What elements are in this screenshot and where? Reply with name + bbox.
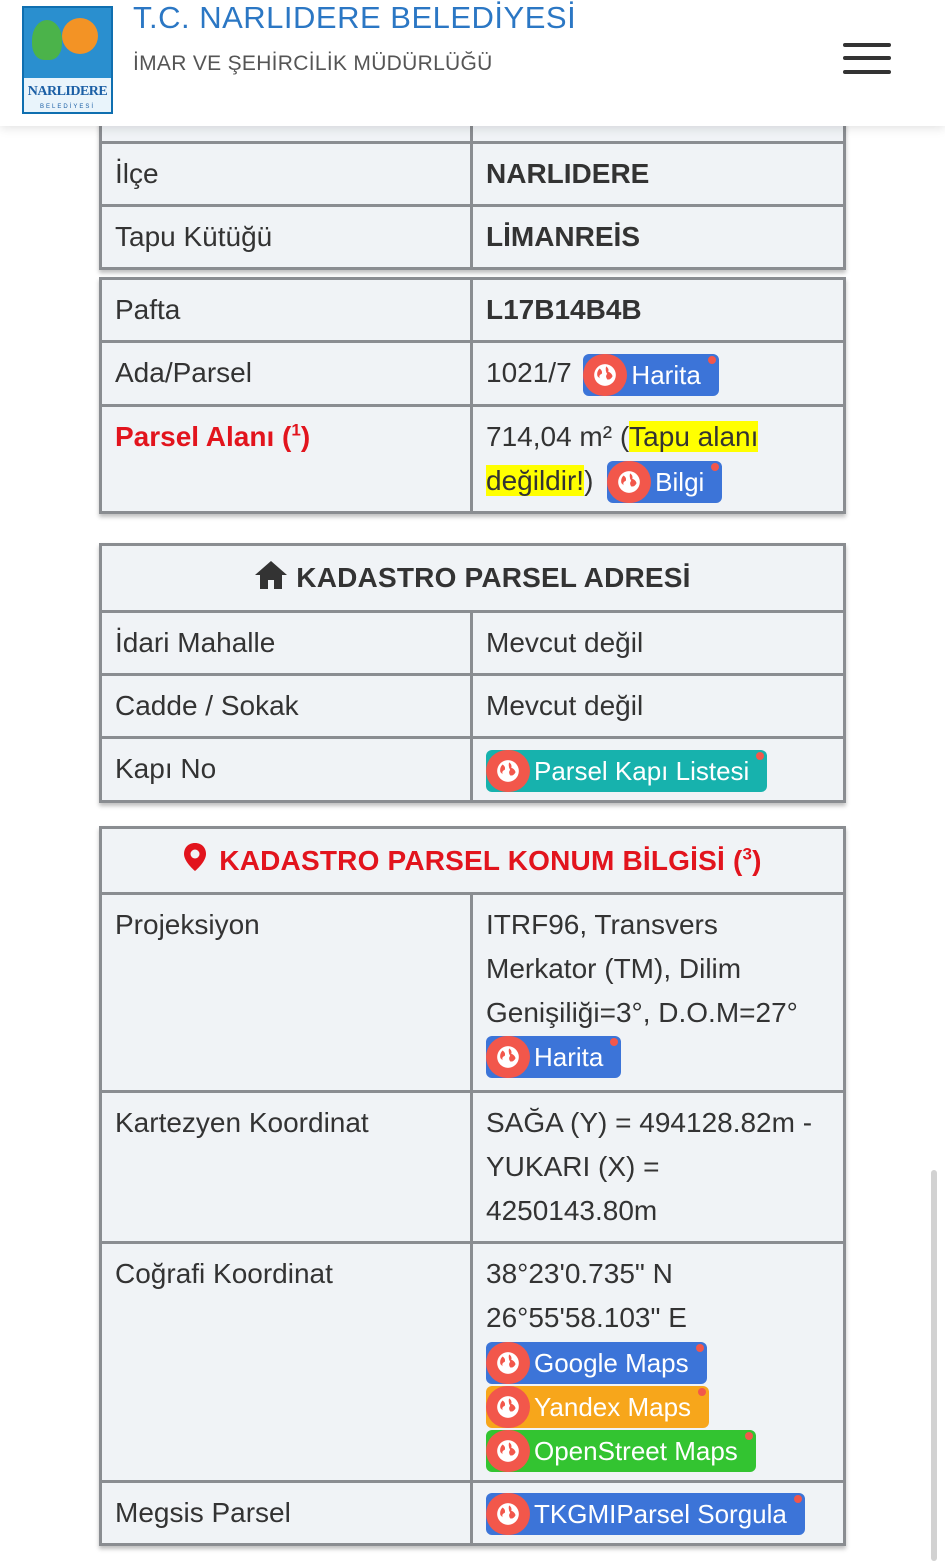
table-row-ada <box>101 342 845 406</box>
projeksiyon-harita-label: Harita <box>534 1041 604 1072</box>
location-info-table <box>99 826 846 1546</box>
globe-icon <box>486 1493 530 1535</box>
alan-value: 714,04 m² ( <box>486 420 630 452</box>
parcel-table <box>99 277 846 514</box>
table-row-mahalle <box>101 612 845 675</box>
tapu-value: LİMANREİS <box>472 206 845 269</box>
tkgm-parsel-sorgula-button[interactable] <box>486 1493 805 1535</box>
org-subtitle: İMAR VE ŞEHİRCİLİK MÜDÜRLÜĞÜ <box>133 52 493 75</box>
ada-harita-label: Harita <box>631 359 701 390</box>
google-maps-button[interactable] <box>486 1342 707 1384</box>
table-row-kapi <box>101 738 845 802</box>
logo-text: NARLIDERE <box>27 84 108 99</box>
mahalle-value: Mevcut değil <box>472 612 845 675</box>
alan-bilgi-button[interactable] <box>607 461 722 503</box>
alan-warning: Tapu alanı değildir! <box>486 420 759 496</box>
org-title[interactable]: T.C. NARLIDERE BELEDİYESİ <box>133 0 577 35</box>
address-table <box>99 543 846 803</box>
location-table <box>99 110 846 270</box>
logo-tree-shape <box>32 20 62 60</box>
cadde-label: Cadde / Sokak <box>101 675 472 738</box>
openstreet-maps-label: OpenStreet Maps <box>534 1436 738 1467</box>
table-row-tapu <box>101 206 845 269</box>
ilce-value: NARLIDERE <box>472 143 845 206</box>
ilce-label: İlçe <box>101 143 472 206</box>
kapi-label: Kapı No <box>101 738 472 802</box>
municipality-logo[interactable] <box>22 6 113 114</box>
parsel-kapi-listesi-button[interactable] <box>486 750 767 792</box>
projeksiyon-label: Projeksiyon <box>101 894 472 1092</box>
table-row-cadde <box>101 675 845 738</box>
scrollbar[interactable] <box>931 1170 937 1561</box>
table-row-pafta <box>101 279 845 342</box>
projeksiyon-harita-button[interactable] <box>486 1036 621 1078</box>
yandex-maps-label: Yandex Maps <box>534 1392 692 1423</box>
konum-title: KADASTRO PARSEL KONUM BİLGİSİ ($^3$) <box>219 844 762 876</box>
table-row-megsis <box>101 1481 845 1545</box>
globe-icon <box>486 1386 530 1428</box>
table-row-cografi <box>101 1242 845 1481</box>
alan-bilgi-label: Bilgi <box>655 467 705 498</box>
tkgm-parsel-sorgula-label: TKGMIParsel Sorgula <box>534 1499 787 1530</box>
home-icon <box>254 559 288 603</box>
yandex-maps-button[interactable] <box>486 1386 709 1428</box>
globe-icon <box>486 1342 530 1384</box>
globe-icon <box>486 1036 530 1078</box>
table-row-kartezyen <box>101 1091 845 1242</box>
globe-icon <box>607 461 651 503</box>
globe-icon <box>583 354 627 396</box>
konum-header-row <box>101 828 845 894</box>
ada-label: Ada/Parsel <box>101 342 472 406</box>
tapu-label: Tapu Kütüğü <box>101 206 472 269</box>
table-row-projeksiyon <box>101 894 845 1092</box>
kartezyen-label: Kartezyen Koordinat <box>101 1091 472 1242</box>
logo-subtext: BELEDİYESİ <box>39 104 95 110</box>
ada-value: 1021/7 <box>486 357 572 388</box>
map-pin-icon <box>183 841 207 885</box>
address-title: KADASTRO PARSEL ADRESİ <box>296 562 691 593</box>
kartezyen-value: SAĞA (Y) = 494128.82m - YUKARI (X) = 4250143.80m <box>472 1091 845 1242</box>
pafta-label: Pafta <box>101 279 472 342</box>
logo-sun-shape <box>62 18 98 54</box>
pafta-value: L17B14B4B <box>472 279 845 342</box>
megsis-label: Megsis Parsel <box>101 1481 472 1545</box>
parsel-kapi-listesi-label: Parsel Kapı Listesi <box>534 755 750 786</box>
table-row-alan: Parsel Alanı ($^1$) 714,04 m² (Tapu alanı değildir!) Bilgi <box>101 405 845 513</box>
cadde-value: Mevcut değil <box>472 675 845 738</box>
projeksiyon-value: ITRF96, Transvers Merkator (TM), Dilim Genişiliği=3°, D.O.M=27° <box>486 909 798 1028</box>
table-row-ilce <box>101 143 845 206</box>
address-header-row <box>101 545 845 612</box>
cografi-lon: 26°55'58.103" E <box>486 1301 687 1333</box>
mahalle-label: İdari Mahalle <box>101 612 472 675</box>
cografi-label: Coğrafi Koordinat <box>101 1242 472 1481</box>
globe-icon <box>486 750 530 792</box>
google-maps-label: Google Maps <box>534 1348 689 1379</box>
hamburger-menu-icon[interactable] <box>843 42 893 78</box>
openstreet-maps-button[interactable] <box>486 1430 756 1472</box>
ada-harita-button[interactable] <box>583 354 718 396</box>
cografi-lat: 38°23'0.735" N <box>486 1257 673 1289</box>
top-header <box>0 0 945 126</box>
globe-icon <box>486 1430 530 1472</box>
alan-label: Parsel Alanı ($^1$) <box>115 420 311 452</box>
